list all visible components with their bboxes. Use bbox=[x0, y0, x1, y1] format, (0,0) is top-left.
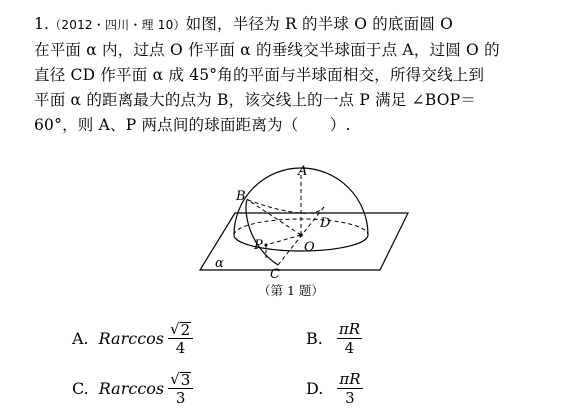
label-o: O bbox=[304, 240, 315, 255]
choice-b-letter: B. bbox=[306, 329, 323, 348]
choice-b-numerator: πR bbox=[338, 320, 360, 338]
tilted-circle-dashed bbox=[248, 200, 324, 213]
label-a: A bbox=[298, 165, 308, 179]
label-d: D bbox=[320, 216, 331, 231]
choice-c[interactable] bbox=[72, 370, 193, 407]
label-c: C bbox=[270, 267, 280, 282]
problem-text bbox=[34, 12, 570, 138]
choice-b[interactable] bbox=[306, 320, 362, 357]
choice-a-letter: A. bbox=[72, 329, 89, 348]
choice-d-fraction bbox=[337, 370, 362, 407]
sqrt-icon: √ bbox=[170, 320, 180, 338]
choice-c-fraction bbox=[168, 370, 193, 407]
problem-line-5: 60°，则 A、P 两点间的球面距离为（ ）. bbox=[34, 116, 351, 134]
label-b: B bbox=[236, 189, 246, 204]
problem-number: 1. bbox=[34, 15, 50, 33]
point-o bbox=[299, 233, 303, 237]
choice-d[interactable] bbox=[306, 370, 363, 407]
label-alpha: α bbox=[215, 256, 224, 271]
point-p bbox=[265, 244, 268, 247]
problem-source: （2012・四川・理 10） bbox=[49, 18, 186, 32]
choice-a-denominator: 4 bbox=[175, 339, 186, 357]
choice-a-radicand: 2 bbox=[180, 321, 191, 339]
choice-a[interactable] bbox=[72, 320, 193, 357]
choice-c-letter: C. bbox=[72, 379, 89, 398]
choice-a-fraction bbox=[168, 320, 193, 357]
choice-b-denominator: 4 bbox=[344, 339, 355, 357]
choice-a-prefix: Rarccos bbox=[98, 329, 165, 348]
choice-a-numerator bbox=[168, 320, 193, 338]
choice-c-numerator bbox=[168, 370, 193, 388]
choice-d-letter: D. bbox=[306, 379, 324, 398]
choice-d-denominator: 3 bbox=[345, 389, 355, 407]
problem-line-3: 直径 CD 作平面 α 成 45°角的平面与半球面相交，所得交线上到 bbox=[34, 66, 485, 84]
label-p: P bbox=[254, 238, 263, 253]
choice-c-prefix: Rarccos bbox=[98, 379, 165, 398]
choice-c-radicand: 3 bbox=[180, 371, 191, 389]
sqrt-icon: √ bbox=[170, 370, 180, 388]
figure-caption: （第 1 题） bbox=[258, 283, 324, 298]
segment-ob bbox=[248, 200, 301, 235]
problem-line-text: 如图，半径为 R 的半球 O 的底面圆 O bbox=[185, 15, 454, 33]
problem-line-1 bbox=[34, 12, 570, 38]
choice-d-numerator: πR bbox=[339, 370, 361, 388]
choice-c-denominator: 3 bbox=[175, 389, 186, 407]
problem-line-4: 平面 α 的距离最大的点为 B，该交线上的一点 P 满足 ∠BOP＝ bbox=[34, 91, 476, 109]
choice-b-fraction bbox=[337, 320, 362, 357]
problem-line-2: 在平面 α 内，过点 O 作平面 α 的垂线交半球面于点 A，过圆 O 的 bbox=[34, 41, 500, 59]
tilted-circle-back bbox=[246, 200, 278, 265]
